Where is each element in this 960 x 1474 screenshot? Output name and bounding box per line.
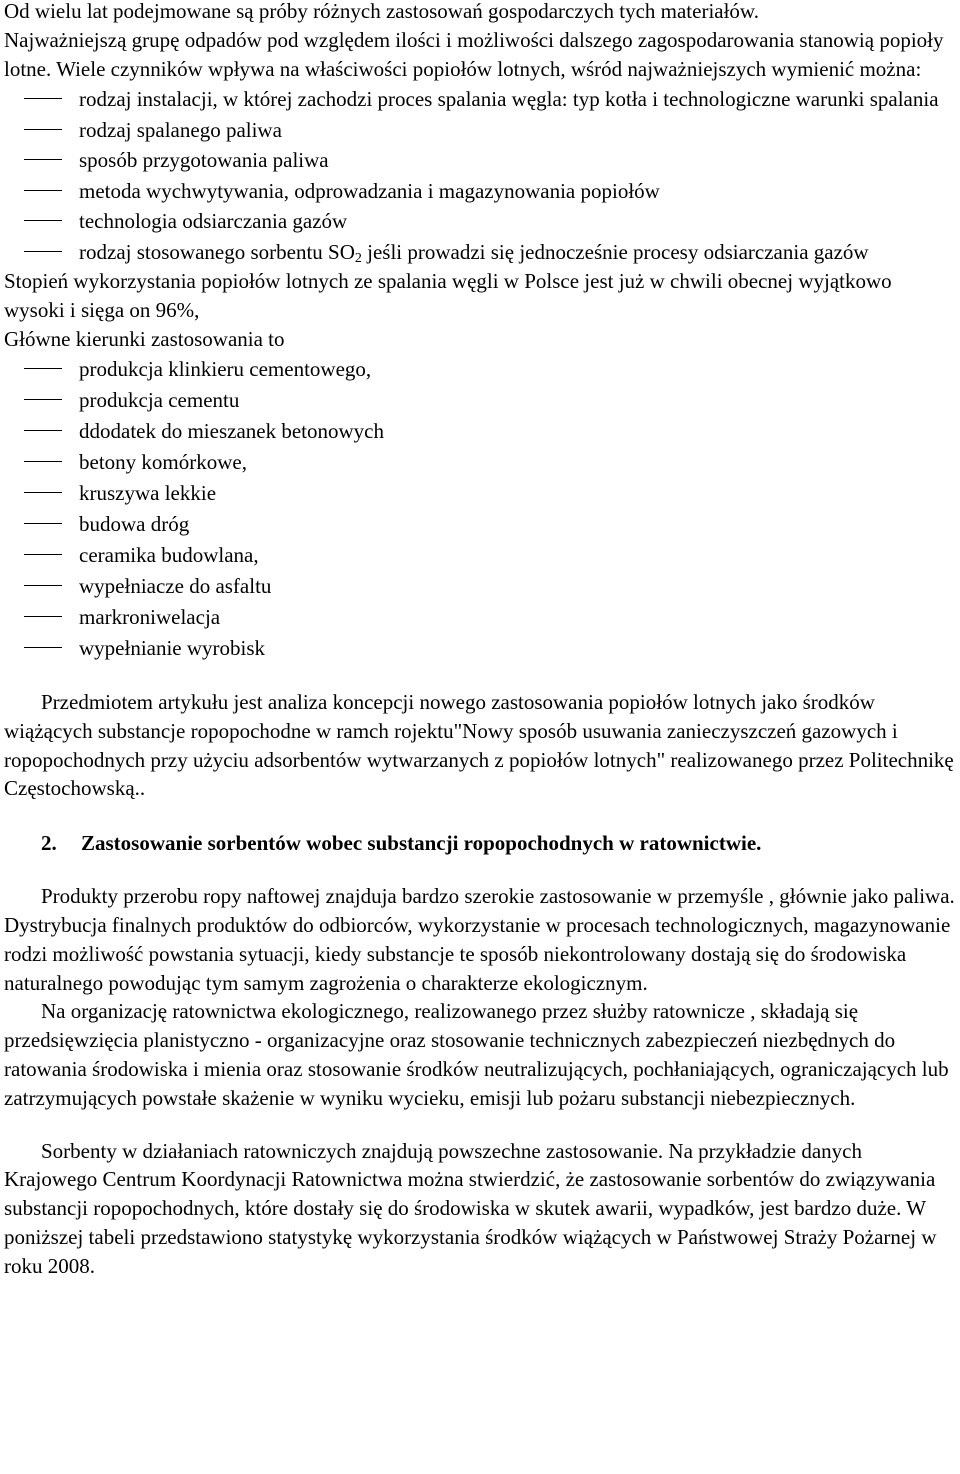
list-item-text: kruszywa lekkie: [79, 481, 217, 505]
section-title: Zastosowanie sorbentów wobec substancji ropopochodnych w ratownictwie.: [81, 831, 762, 856]
list-item: [4, 354, 956, 385]
spacer: [4, 1113, 956, 1137]
usage-degree-paragraph: Stopień wykorzystania popiołów lotnych ze spalania węgli w Polsce jest już w chwili obecnej wyjątkowo wysoki i sięga on 96%,: [4, 269, 892, 322]
list-item: [4, 145, 956, 176]
list-item: [4, 540, 956, 571]
main-directions-label: Główne kierunki zastosowania to: [4, 327, 285, 351]
spacer: [4, 803, 956, 829]
section-heading: [4, 829, 956, 858]
sorbents-paragraph: Sorbenty w działaniach ratowniczych znajdują powszechne zastosowanie. Na przykładzie danych Krajowego Centrum Koordynacji Ratownictwa można stwierdzić, że zastosowanie sorbentów do związywania substancji ropopochodnych, które dostały się do środowiska w skutek awarii, wypadków, jest bardzo duże. W poniższej tabeli przedstawiono statystykę wykorzystania środków wiążących w Państwowej Straży Pożarnej w roku 2008.: [4, 1138, 937, 1278]
list-item-text: produkcja klinkieru cementowego,: [79, 357, 372, 381]
section-number: 2.: [41, 831, 57, 856]
list-item: [4, 385, 956, 416]
list-item-text: technologia odsiarczania gazów: [79, 209, 348, 233]
list-item: [4, 509, 956, 540]
list-item-text: betony komórkowe,: [79, 450, 247, 474]
list-item: [4, 571, 956, 602]
spacer: [4, 664, 956, 688]
subject-paragraph: Przedmiotem artykułu jest analiza koncepcji nowego zastosowania popiołów lotnych jako środków wiążących substancje ropopochodne w ramch rojektu"Nowy sposób usuwania zanieczyszczeń gazowych i ropopochodnych przy użyciu adsorbentów wytwarzanych z popiołów lotnych" realizowanego przez Politechnikę Częstochowską..: [4, 690, 954, 801]
sorbent-text-before: rodzaj stosowanego sorbentu SO: [79, 239, 355, 264]
list-item: [4, 633, 956, 664]
list-item: [4, 176, 956, 207]
products-paragraph: Produkty przerobu ropy naftowej znajduja bardzo szerokie zastosowanie w przemyśle , głównie jako paliwa. Dystrybucja finalnych produktów do odbiorców, wykorzystanie w procesach technologicznych, magazynowanie rodzi możliwość powstania sytuacji, kiedy substancje te sposób niekontrolowany dostają się do środowiska naturalnego powodując tym samym zagrożenia o charakterze ekologicznym.: [4, 884, 955, 995]
list-item: [4, 115, 956, 146]
list-item-text: wypełniacze do asfaltu: [79, 574, 272, 598]
list-item-text: markroniwelacja: [79, 605, 221, 629]
intro-line-1: Od wielu lat podejmowane są próby różnych zastosowań gospodarczych tych materiałów.: [4, 0, 759, 23]
list-item-text: rodzaj spalanego paliwa: [79, 117, 282, 142]
list-item: [4, 602, 956, 633]
list-item: [4, 416, 956, 447]
list-item-text: ceramika budowlana,: [79, 543, 259, 567]
organization-paragraph: Na organizację ratownictwa ekologicznego, realizowanego przez służby ratownicze , składają się przedsięwzięcia planistyczno - organizacyjne oraz stosowanie technicznych zabezpieczeń niezbędnych do ratowania środowiska i mienia oraz stosowanie środków neutralizujących, pochłaniających, ograniczających lub zatrzymujących powstałe skażenie w wyniku wycieku, emisji lub pożaru substancji niebezpiecznych.: [4, 999, 949, 1110]
list-item: [4, 447, 956, 478]
list-item-text: rodzaj instalacji, w której zachodzi proces spalania węgla: typ kotła i technologiczne warunki spalania: [79, 87, 939, 111]
list-item: [4, 84, 956, 115]
directions-list: [4, 354, 956, 664]
list-item-text: budowa dróg: [79, 512, 190, 536]
list-item-text: metoda wychwytywania, odprowadzania i magazynowania popiołów: [79, 178, 660, 203]
intro-line-2: Najważniejszą grupę odpadów pod względem ilości i możliwości dalszego zagospodarowania stanowią popioły lotne. Wiele czynników wpływa na właściwości popiołów lotnych, wśród najważniejszych wymienić można:: [4, 28, 944, 81]
spacer: [4, 858, 956, 882]
list-item-text: ddodatek do mieszanek betonowych: [79, 419, 384, 443]
list-item: [4, 206, 956, 237]
list-item-text: wypełnianie wyrobisk: [79, 636, 266, 660]
list-item-sorbent: [4, 237, 956, 268]
list-item: [4, 478, 956, 509]
sorbent-text-after: jeśli prowadzi się jednocześnie procesy odsiarczania gazów: [361, 239, 869, 264]
list-item-text: produkcja cementu: [79, 388, 240, 412]
subscript-2: 2: [354, 250, 362, 266]
factors-list: [4, 84, 956, 267]
list-item-text: sposób przygotowania paliwa: [79, 148, 329, 172]
